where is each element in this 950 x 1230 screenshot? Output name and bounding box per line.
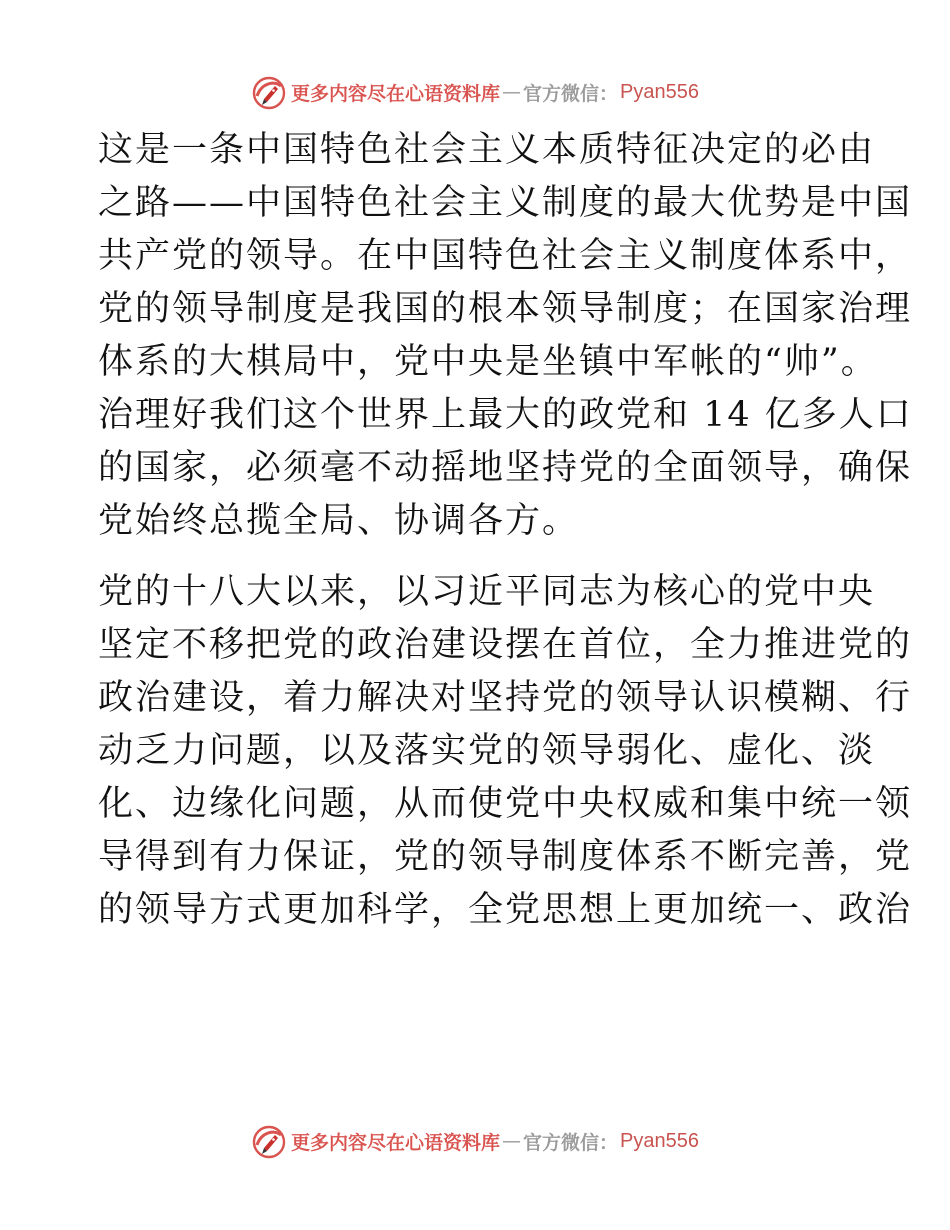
text-line: 党的十八大以来，以习近平同志为核心的党中央 (98, 572, 876, 612)
text-line: 之路——中国特色社会主义制度的最大优势是中国 (98, 183, 913, 223)
wechat-id: Pyan556 (620, 80, 699, 103)
text-line: 体系的大棋局中，党中央是坐镇中军帐的“帅”。 (98, 342, 878, 382)
footer-banner (0, 1121, 950, 1161)
pen-nib-swirl-icon (251, 74, 287, 110)
paragraph-2 (98, 566, 913, 937)
banner-dash: — (502, 1130, 522, 1152)
text-line: 政治建设，着力解决对坚持党的领导认识模糊、行 (98, 678, 913, 718)
brand-text: 更多内容尽在心语资料库 (291, 82, 501, 105)
brand-text: 更多内容尽在心语资料库 (291, 1131, 501, 1154)
body-text (98, 124, 913, 937)
text-line: 导得到有力保证，党的领导制度体系不断完善，党 (98, 837, 913, 877)
pen-nib-swirl-icon (251, 1123, 287, 1159)
header-banner (0, 72, 950, 112)
text-line: 党始终总揽全局、协调各方。 (98, 501, 580, 541)
text-line: 共产党的领导。在中国特色社会主义制度体系中， (98, 236, 913, 276)
banner-dash: — (502, 81, 522, 103)
text-line: 的领导方式更加科学，全党思想上更加统一、政治 (98, 890, 913, 930)
text-line: 这是一条中国特色社会主义本质特征决定的必由 (98, 130, 876, 170)
text-line: 坚定不移把党的政治建设摆在首位，全力推进党的 (98, 625, 913, 665)
wechat-id: Pyan556 (620, 1129, 699, 1152)
text-line: 的国家，必须毫不动摇地坚持党的全面领导，确保 (98, 448, 913, 488)
wechat-label: 官方微信： (523, 82, 619, 105)
wechat-label: 官方微信： (523, 1131, 619, 1154)
paragraph-1 (98, 124, 913, 548)
text-line: 党的领导制度是我国的根本领导制度；在国家治理 (98, 289, 913, 329)
text-line: 动乏力问题，以及落实党的领导弱化、虚化、淡 (98, 731, 876, 771)
text-line: 化、边缘化问题，从而使党中央权威和集中统一领 (98, 784, 913, 824)
text-line: 治理好我们这个世界上最大的政党和 14 亿多人口 (98, 395, 913, 435)
